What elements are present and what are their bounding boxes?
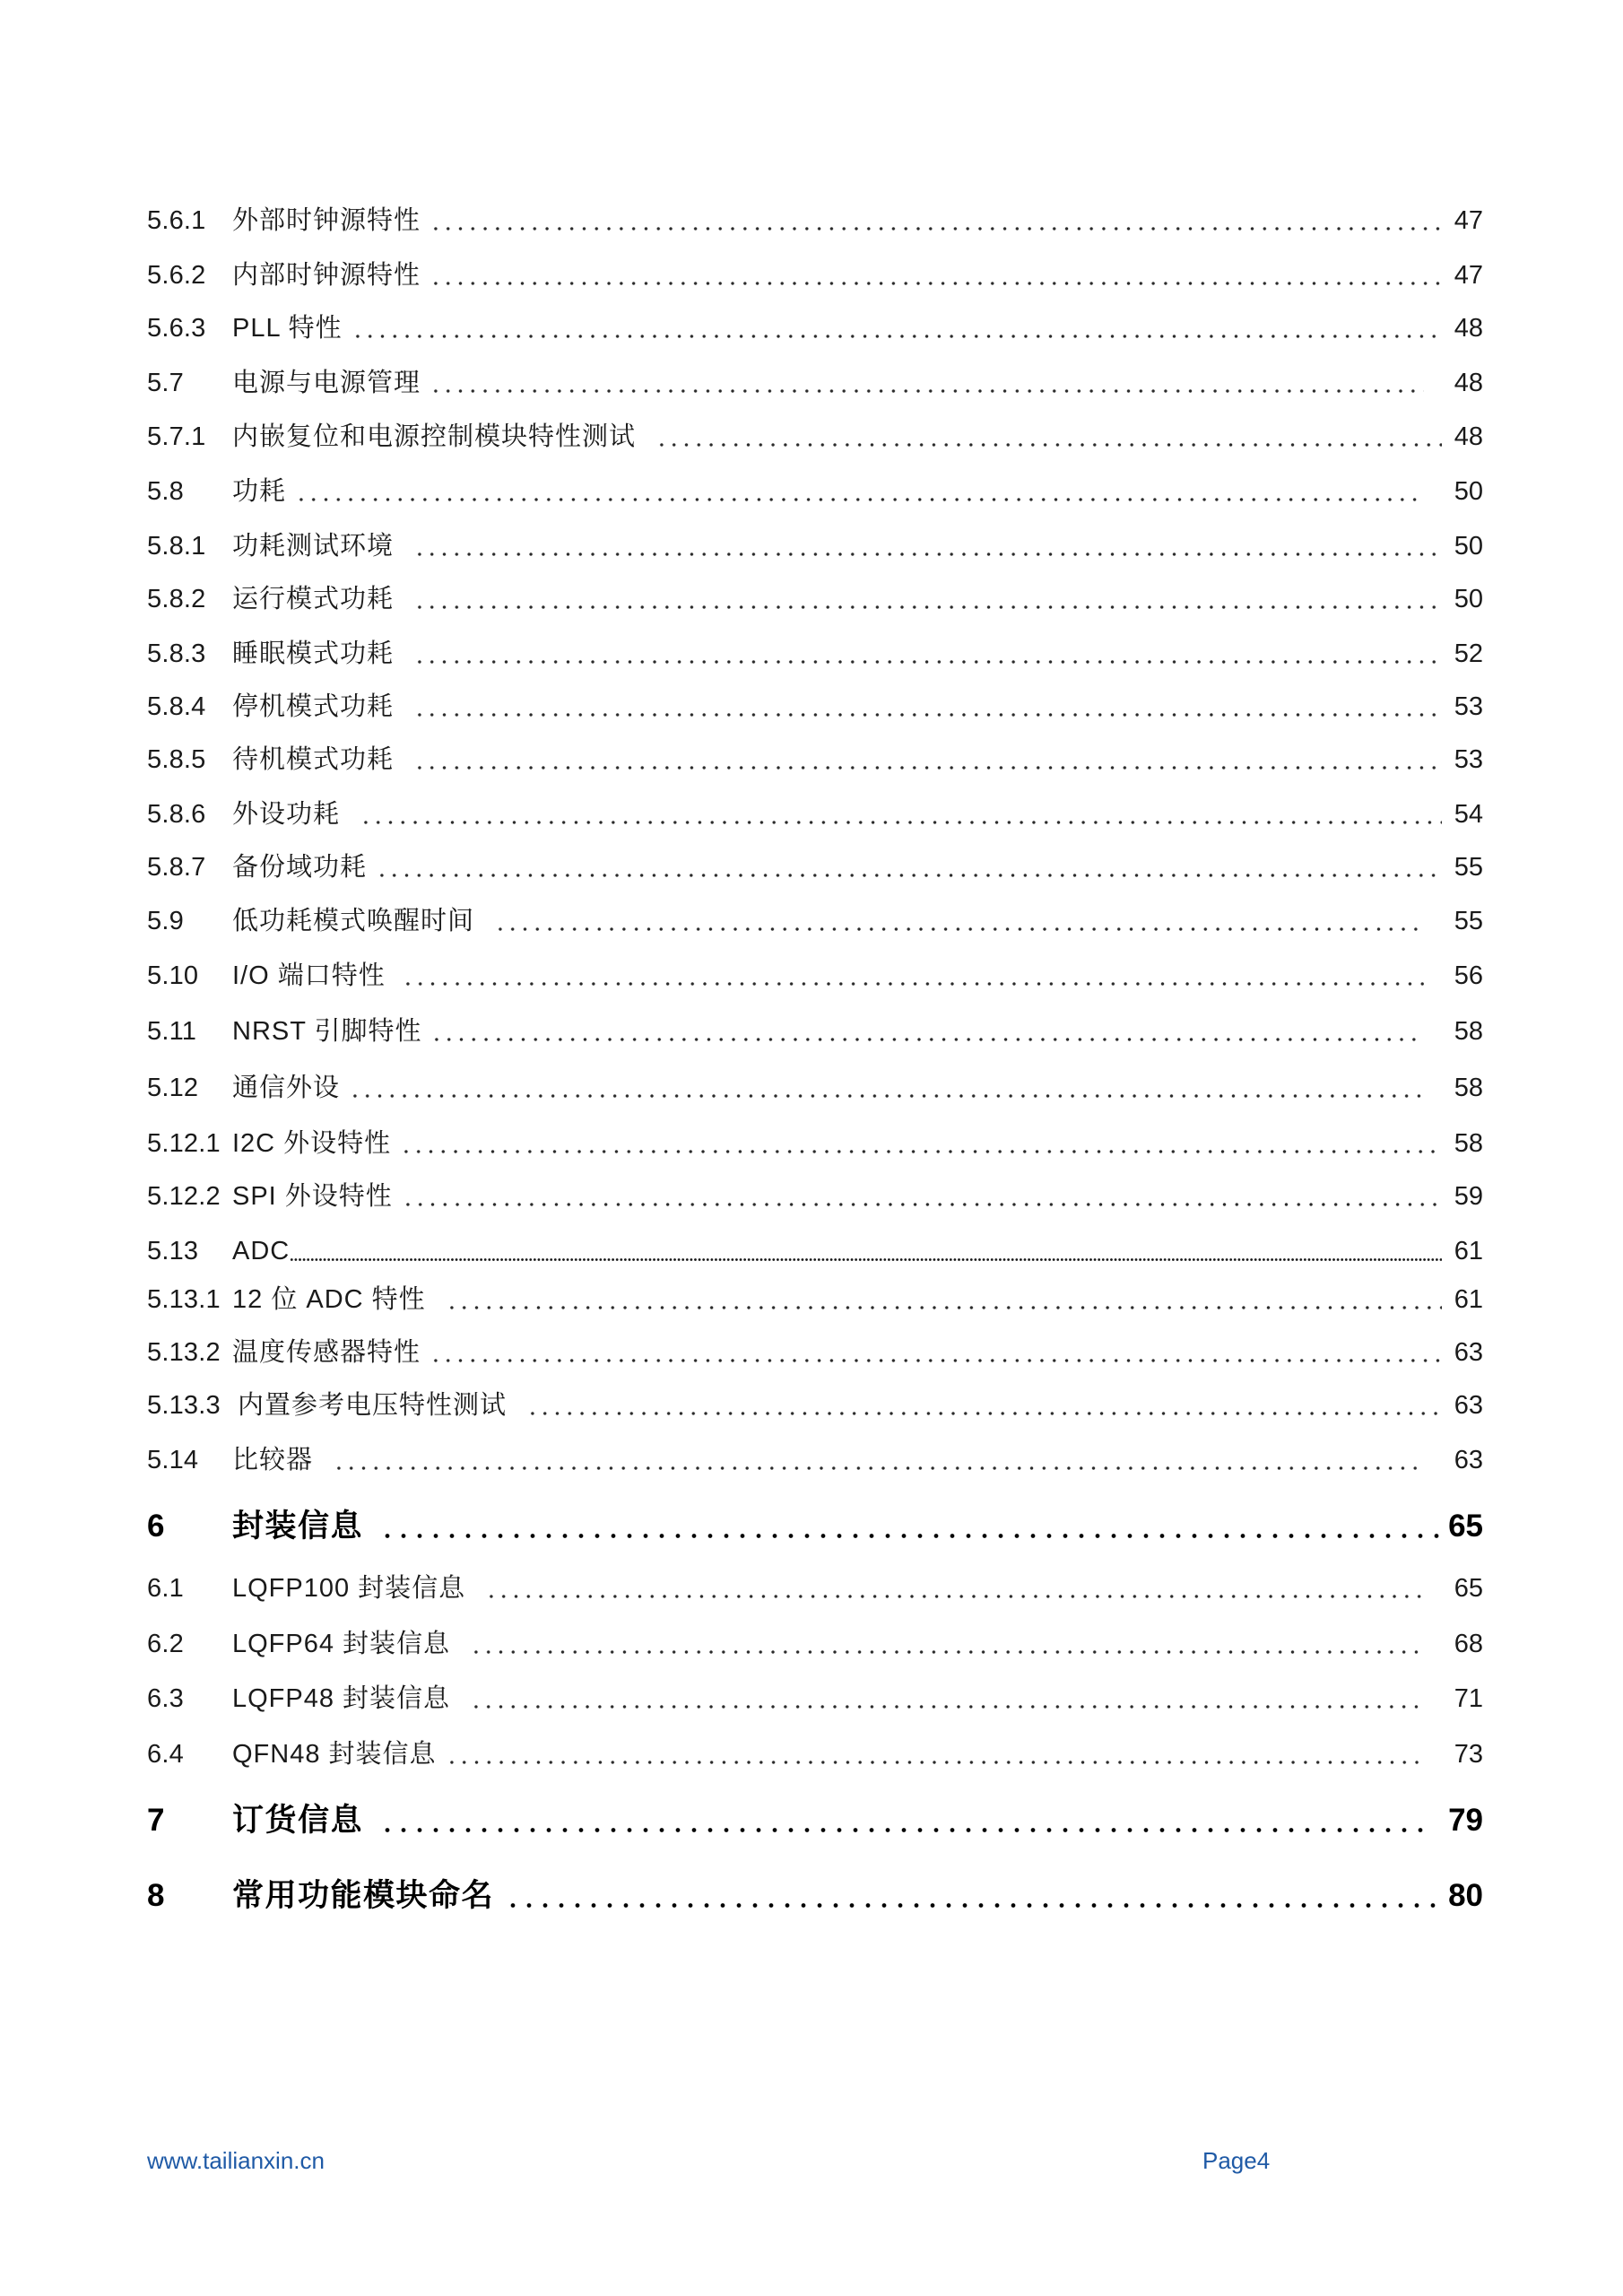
dot-leader <box>413 589 1442 609</box>
toc-title: 内部时钟源特性 <box>232 261 421 290</box>
toc-number: 5.12.2 <box>147 1182 221 1211</box>
toc-title: 封装信息 <box>232 1509 364 1544</box>
toc-entry-5-14[interactable] <box>147 1440 1483 1480</box>
toc-page-number: 68 <box>1454 1630 1483 1658</box>
dot-leader <box>333 1450 1424 1470</box>
dot-leader <box>376 857 1442 877</box>
toc-page-number: 52 <box>1454 639 1483 668</box>
toc-title: 电源与电源管理 <box>232 369 421 397</box>
toc-number: 6.4 <box>147 1740 184 1769</box>
toc-entry-6[interactable] <box>147 1504 1483 1549</box>
toc-number: 5.13 <box>147 1237 199 1265</box>
toc-entry-5-7-1[interactable] <box>147 417 1483 457</box>
toc-entry-5-12-2[interactable] <box>147 1177 1483 1216</box>
toc-title: I/O 端口特性 <box>232 961 386 990</box>
toc-entry-5-13[interactable] <box>147 1231 1483 1271</box>
toc-page-number: 47 <box>1454 261 1483 290</box>
toc-page-number: 61 <box>1454 1237 1483 1265</box>
toc-entry-5-6-1[interactable] <box>147 201 1483 240</box>
toc-entry-5-13-1[interactable] <box>147 1280 1483 1319</box>
toc-page-number: 48 <box>1454 369 1483 397</box>
footer-page-number: Page4 <box>1202 2147 1271 2174</box>
toc-number: 6.3 <box>147 1684 184 1713</box>
toc-number: 5.13.3 <box>147 1391 221 1420</box>
toc-entry-5-6-2[interactable] <box>147 256 1483 295</box>
toc-title: 待机模式功耗 <box>232 745 395 774</box>
dot-leader <box>526 1396 1442 1415</box>
toc-number: 5.8.7 <box>147 853 206 882</box>
dot-leader <box>430 373 1424 393</box>
dot-leader <box>470 1634 1424 1654</box>
toc-title: PLL 特性 <box>232 314 343 343</box>
dot-leader <box>402 966 1424 986</box>
toc-entry-5-8[interactable] <box>147 472 1483 511</box>
toc-page-number: 47 <box>1454 206 1483 235</box>
toc-number: 5.8 <box>147 477 184 506</box>
toc-entry-8[interactable] <box>147 1874 1483 1918</box>
toc-number: 5.11 <box>147 1017 197 1046</box>
toc-entry-5-8-4[interactable] <box>147 687 1483 726</box>
toc-title: 低功耗模式唤醒时间 <box>232 907 475 935</box>
toc-page-number: 55 <box>1454 853 1483 882</box>
toc-title: 比较器 <box>232 1446 314 1474</box>
toc-number: 8 <box>147 1878 165 1913</box>
toc-entry-5-6-3[interactable] <box>147 309 1483 348</box>
toc-page-number: 53 <box>1454 745 1483 774</box>
toc-page-number: 63 <box>1454 1391 1483 1420</box>
toc-title: 停机模式功耗 <box>232 692 395 721</box>
toc-number: 5.6.1 <box>147 206 206 235</box>
toc-title: 订货信息 <box>232 1803 364 1838</box>
toc-page-number: 63 <box>1454 1338 1483 1367</box>
toc-page-number: 53 <box>1454 692 1483 721</box>
toc-title: SPI 外设特性 <box>232 1182 393 1211</box>
dot-leader <box>430 265 1442 285</box>
toc-number: 5.8.6 <box>147 800 206 829</box>
toc-page-number: 79 <box>1448 1803 1483 1838</box>
toc-entry-5-12[interactable] <box>147 1068 1483 1108</box>
toc-title: 功耗测试环境 <box>232 532 395 561</box>
toc-number: 6 <box>147 1509 165 1544</box>
toc-number: 5.7.1 <box>147 422 206 451</box>
toc-title: 内置参考电压特性测试 <box>238 1391 508 1420</box>
dot-leader <box>379 1516 1439 1538</box>
toc-page-number: 55 <box>1454 907 1483 935</box>
toc-page-number: 54 <box>1454 800 1483 829</box>
toc-number: 5.8.4 <box>147 692 206 721</box>
toc-title: LQFP48 封装信息 <box>232 1684 451 1713</box>
toc-title: I2C 外设特性 <box>232 1129 392 1158</box>
toc-title: LQFP64 封装信息 <box>232 1630 451 1658</box>
toc-number: 5.7 <box>147 369 184 397</box>
toc-number: 5.13.2 <box>147 1338 221 1367</box>
toc-entry-6-2[interactable] <box>147 1624 1483 1664</box>
toc-number: 5.9 <box>147 907 184 935</box>
dot-leader <box>430 1343 1442 1362</box>
toc-entry-5-13-2[interactable] <box>147 1333 1483 1372</box>
toc-page-number: 58 <box>1454 1129 1483 1158</box>
dot-leader <box>470 1689 1424 1709</box>
toc-entry-5-10[interactable] <box>147 956 1483 996</box>
toc-page-number: 50 <box>1454 477 1483 506</box>
toc-title: 外设功耗 <box>232 800 341 829</box>
toc-page-number: 50 <box>1454 585 1483 613</box>
toc-entry-5-9[interactable] <box>147 901 1483 941</box>
toc-entry-5-12-1[interactable] <box>147 1124 1483 1163</box>
toc-number: 5.12 <box>147 1074 199 1102</box>
toc-entry-5-13-3[interactable] <box>147 1386 1483 1425</box>
toc-title: ADC <box>232 1237 291 1265</box>
toc-entry-5-8-5[interactable] <box>147 740 1483 779</box>
toc-title: 外部时钟源特性 <box>232 206 421 235</box>
toc-page-number: 56 <box>1454 961 1483 990</box>
toc-page-number: 80 <box>1448 1878 1483 1913</box>
dot-leader <box>430 1022 1424 1041</box>
toc-entry-5-8-6[interactable] <box>147 795 1483 834</box>
toc-title: 备份域功耗 <box>232 853 368 882</box>
toc-number: 5.8.1 <box>147 532 206 561</box>
toc-title: 温度传感器特性 <box>232 1338 421 1367</box>
toc-number: 5.12.1 <box>147 1129 221 1158</box>
toc-title: 内嵌复位和电源控制模块特性测试 <box>232 422 637 451</box>
toc-page-number: 48 <box>1454 422 1483 451</box>
dot-leader <box>290 1241 1442 1261</box>
toc-page-number: 58 <box>1454 1017 1483 1046</box>
dot-leader <box>400 1134 1442 1153</box>
toc-entry-6-3[interactable] <box>147 1679 1483 1718</box>
dot-leader <box>413 697 1442 717</box>
dot-leader <box>655 427 1442 447</box>
toc-page-number: 58 <box>1454 1074 1483 1102</box>
toc-number: 6.1 <box>147 1574 184 1603</box>
toc-number: 5.6.2 <box>147 261 206 290</box>
toc-title: 功耗 <box>232 477 287 506</box>
toc-page-number: 50 <box>1454 532 1483 561</box>
toc-page-number: 63 <box>1454 1446 1483 1474</box>
dot-leader <box>430 211 1442 230</box>
toc-entry-6-1[interactable] <box>147 1569 1483 1608</box>
toc-page-number: 65 <box>1448 1509 1483 1544</box>
toc-entry-5-11[interactable] <box>147 1012 1483 1051</box>
toc-page-number: 65 <box>1454 1574 1483 1603</box>
toc-page-number: 61 <box>1454 1285 1483 1314</box>
toc-number: 5.10 <box>147 961 199 990</box>
toc-entry-5-8-2[interactable] <box>147 579 1483 619</box>
dot-leader <box>413 750 1442 770</box>
toc-number: 5.8.3 <box>147 639 206 668</box>
toc-entry-5-8-1[interactable] <box>147 526 1483 566</box>
toc-entry-7[interactable] <box>147 1798 1483 1843</box>
dot-leader <box>360 804 1442 824</box>
toc-number: 7 <box>147 1803 165 1838</box>
toc-number: 5.14 <box>147 1446 199 1474</box>
dot-leader <box>352 318 1442 338</box>
toc-entry-6-4[interactable] <box>147 1735 1483 1774</box>
dot-leader <box>295 482 1424 501</box>
toc-title: 12 位 ADC 特性 <box>232 1285 426 1314</box>
toc-title: 常用功能模块命名 <box>232 1878 495 1913</box>
dot-leader <box>505 1885 1439 1908</box>
dot-leader <box>446 1290 1442 1309</box>
toc-number: 5.8.5 <box>147 745 206 774</box>
toc-title: 睡眠模式功耗 <box>232 639 395 668</box>
toc-entry-5-7[interactable] <box>147 363 1483 403</box>
dot-leader <box>413 536 1442 556</box>
dot-leader <box>379 1810 1428 1832</box>
toc-page-number: 73 <box>1454 1740 1483 1769</box>
toc-page-number: 71 <box>1454 1684 1483 1713</box>
toc-number: 5.8.2 <box>147 585 206 613</box>
toc-entry-5-8-7[interactable] <box>147 848 1483 887</box>
toc-title: 运行模式功耗 <box>232 585 395 613</box>
dot-leader <box>349 1078 1424 1098</box>
toc-title: 通信外设 <box>232 1074 341 1102</box>
toc-page-number: 59 <box>1454 1182 1483 1211</box>
dot-leader <box>413 644 1442 664</box>
toc-title: QFN48 封装信息 <box>232 1740 437 1769</box>
toc-title: LQFP100 封装信息 <box>232 1574 466 1603</box>
footer-website-link[interactable]: www.tailianxin.cn <box>147 2147 325 2174</box>
dot-leader <box>485 1578 1424 1598</box>
toc-page-number: 48 <box>1454 314 1483 343</box>
dot-leader <box>446 1744 1424 1764</box>
toc-number: 5.13.1 <box>147 1285 221 1314</box>
dot-leader <box>494 911 1424 931</box>
toc-entry-5-8-3[interactable] <box>147 634 1483 674</box>
dot-leader <box>402 1187 1442 1206</box>
toc-title: NRST 引脚特性 <box>232 1017 422 1046</box>
toc-number: 5.6.3 <box>147 314 206 343</box>
toc-number: 6.2 <box>147 1630 184 1658</box>
